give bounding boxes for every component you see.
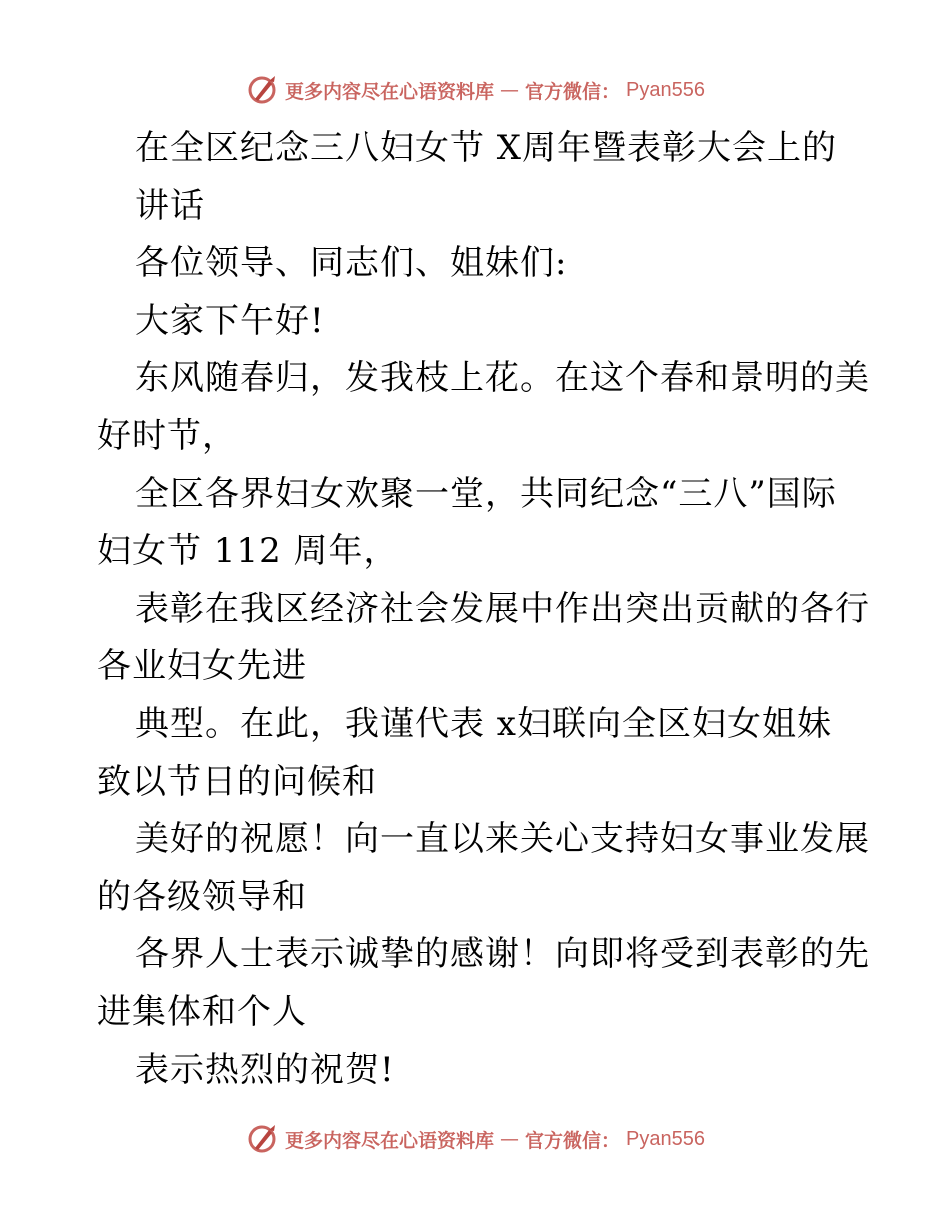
quill-logo-icon [245, 73, 279, 107]
salutation: 各位领导、同志们、姐妹们: [135, 243, 568, 284]
paragraph-line: 进集体和个人 [97, 991, 307, 1032]
header-wechat-id: Pyan556 [626, 78, 705, 101]
paragraph-line: 东风随春归，发我枝上花。在这个春和景明的美 [135, 358, 870, 399]
header-dash: — [500, 79, 520, 101]
paragraph-line: 致以节日的问候和 [97, 761, 377, 802]
footer-wechat-label: 官方微信： [525, 1129, 621, 1152]
quill-logo-icon [245, 1122, 279, 1156]
header-banner [0, 70, 950, 110]
title-line-2: 讲话 [135, 185, 205, 226]
paragraph-line: 典型。在此，我谨代表 x妇联向全区妇女姐妹 [135, 703, 832, 744]
greeting: 大家下午好! [135, 300, 325, 341]
paragraph-line: 美好的祝愿！向一直以来关心支持妇女事业发展 [135, 819, 870, 860]
paragraph-line: 好时节， [97, 415, 237, 456]
paragraph-line: 的各级领导和 [97, 876, 307, 917]
paragraph-line: 妇女节 112 周年， [97, 531, 399, 572]
footer-wechat-id: Pyan556 [626, 1127, 705, 1150]
footer-banner [0, 1119, 950, 1159]
header-wechat-label: 官方微信： [525, 80, 621, 103]
footer-dash: — [500, 1128, 520, 1150]
header-brand-text: 更多内容尽在心语资料库 [285, 80, 495, 103]
paragraph-line: 全区各界妇女欢聚一堂，共同纪念“三八”国际 [135, 473, 837, 514]
paragraph-line: 表示热烈的祝贺! [135, 1049, 395, 1090]
footer-brand-text: 更多内容尽在心语资料库 [285, 1129, 495, 1152]
paragraph-line: 各界人士表示诚挚的感谢！向即将受到表彰的先 [135, 934, 870, 975]
paragraph-line: 表彰在我区经济社会发展中作出突出贡献的各行 [135, 588, 870, 629]
paragraph-line: 各业妇女先进 [97, 646, 307, 687]
title-line-1: 在全区纪念三八妇女节 X周年暨表彰大会上的 [135, 128, 838, 168]
document-body [97, 120, 870, 1099]
